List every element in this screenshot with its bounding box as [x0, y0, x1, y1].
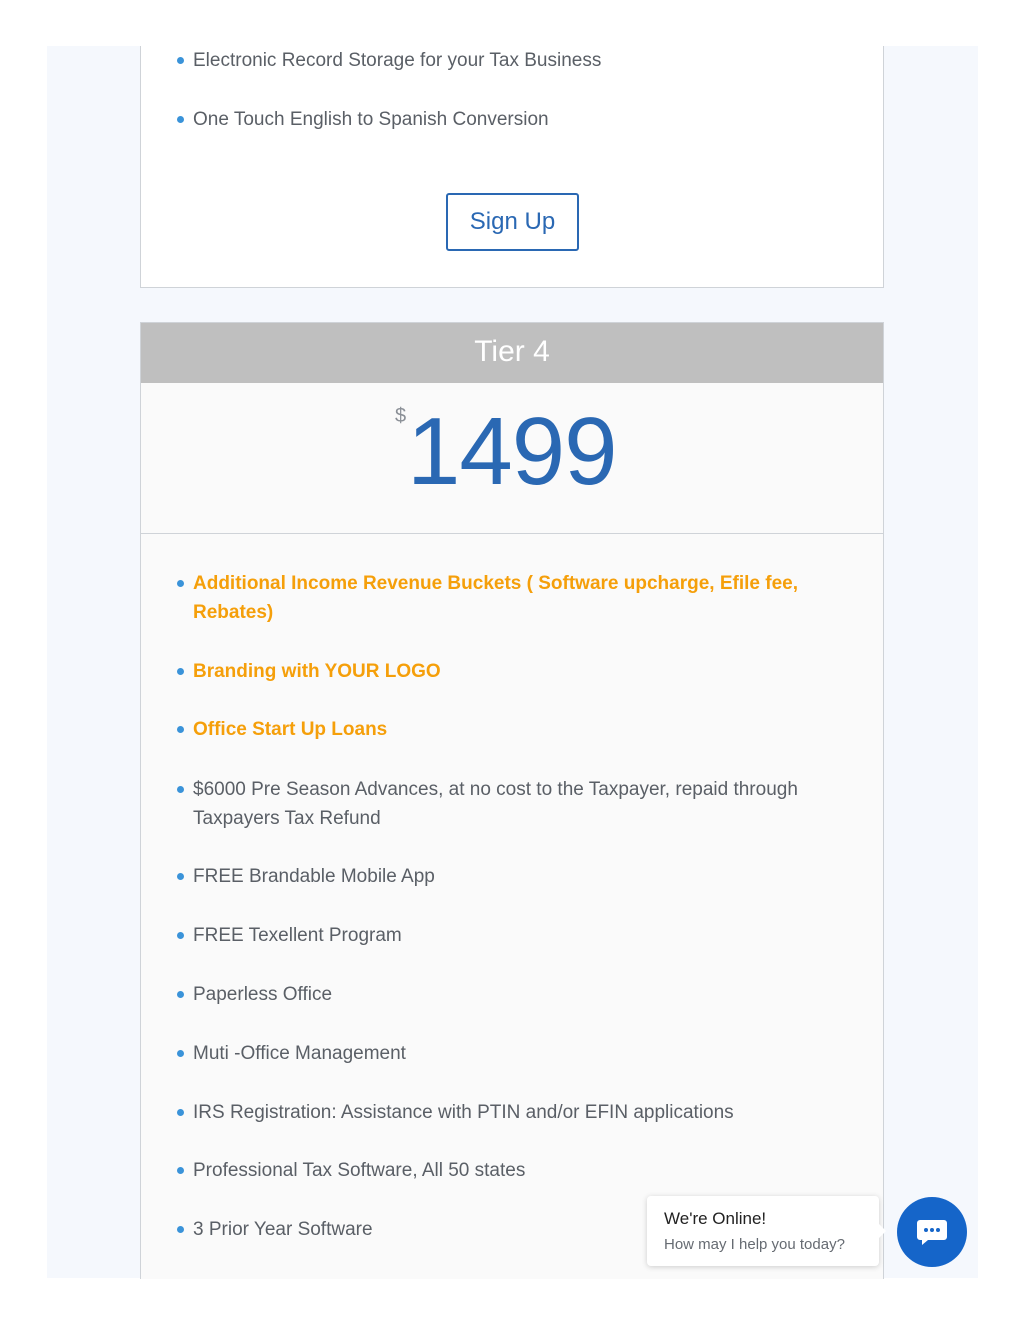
feature-item	[193, 46, 843, 75]
feature-item	[193, 1039, 843, 1068]
feature-text: IRS Registration: Assistance with PTIN and/or EFIN applications	[193, 1102, 734, 1123]
pricing-card-previous	[140, 46, 884, 288]
feature-item	[193, 1098, 843, 1127]
currency-symbol: $	[395, 405, 407, 427]
highlight-feature-item	[193, 715, 843, 744]
chat-greeting-bubble[interactable]	[647, 1196, 879, 1266]
bullet-icon	[177, 1226, 184, 1233]
feature-item	[193, 775, 843, 833]
bullet-icon	[177, 726, 184, 733]
sign-up-button[interactable]: Sign Up	[446, 193, 579, 251]
bullet-icon	[177, 1109, 184, 1116]
feature-text: Electronic Record Storage for your Tax Business	[193, 50, 602, 71]
feature-item	[193, 921, 843, 950]
feature-text: Muti -Office Management	[193, 1043, 406, 1064]
pricing-card-tier-4	[140, 322, 884, 1279]
chat-subtitle: How may I help you today?	[664, 1236, 845, 1253]
feature-text: Additional Income Revenue Buckets ( Software upcharge, Efile fee, Rebates)	[193, 573, 798, 623]
feature-text: Professional Tax Software, All 50 states	[193, 1160, 526, 1181]
feature-item	[193, 105, 843, 134]
feature-text: Paperless Office	[193, 984, 333, 1005]
feature-item	[193, 980, 843, 1009]
bullet-icon	[177, 873, 184, 880]
bullet-icon	[177, 1167, 184, 1174]
bullet-icon	[177, 668, 184, 675]
bullet-icon	[177, 57, 184, 64]
price-block	[141, 383, 883, 534]
chat-title: We're Online!	[664, 1209, 767, 1228]
chat-icon	[916, 1218, 948, 1246]
feature-text: 3 Prior Year Software	[193, 1219, 373, 1240]
price-amount: 1499	[407, 398, 617, 505]
bullet-icon	[177, 991, 184, 998]
feature-text: FREE Brandable Mobile App	[193, 866, 435, 887]
tier-title: Tier 4	[141, 323, 883, 383]
highlight-feature-item	[193, 657, 843, 686]
feature-item	[193, 1156, 843, 1185]
feature-text: FREE Texellent Program	[193, 925, 402, 946]
bullet-icon	[177, 116, 184, 123]
highlight-feature-item	[193, 569, 843, 627]
bullet-icon	[177, 1050, 184, 1057]
feature-text: $6000 Pre Season Advances, at no cost to the Taxpayer, repaid through Taxpayers Tax Refund	[193, 779, 798, 829]
feature-item	[193, 862, 843, 891]
bullet-icon	[177, 580, 184, 587]
bullet-icon	[177, 932, 184, 939]
open-chat-button[interactable]	[897, 1197, 967, 1267]
feature-text: Branding with YOUR LOGO	[193, 661, 441, 682]
feature-text: Office Start Up Loans	[193, 719, 388, 740]
feature-text: One Touch English to Spanish Conversion	[193, 109, 549, 130]
bullet-icon	[177, 786, 184, 793]
